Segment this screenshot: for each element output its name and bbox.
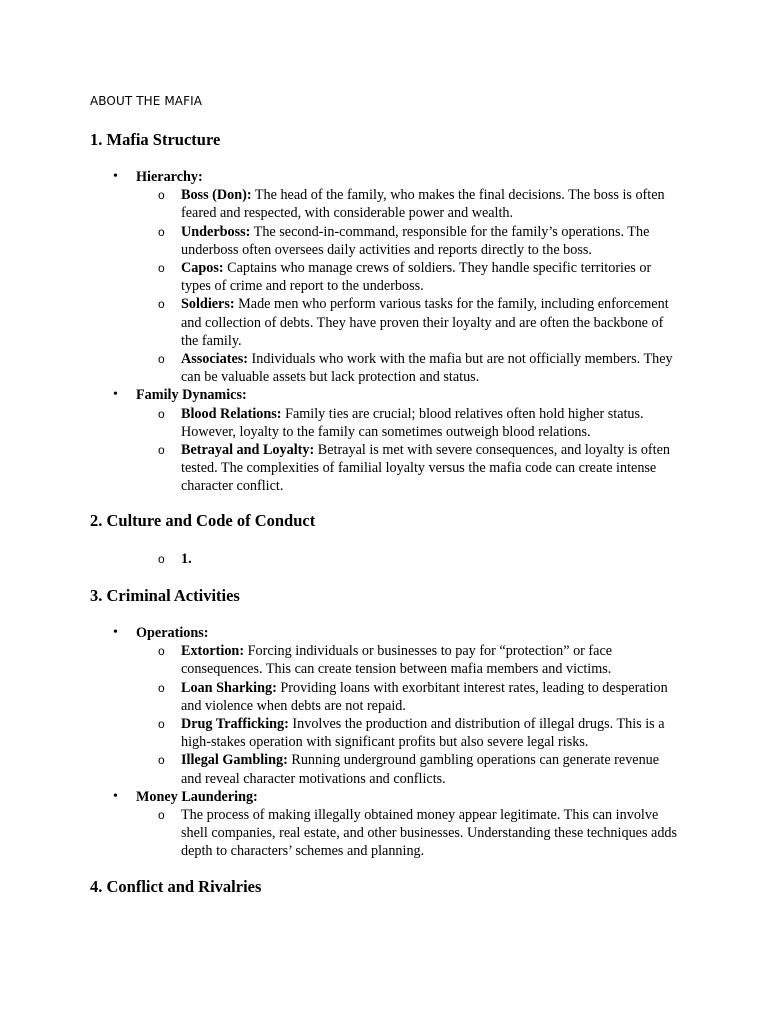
list-group-operations xyxy=(0,624,768,642)
item-term: 1. xyxy=(181,551,192,567)
item-text: Family ties are crucial; blood relatives often hold higher status. However, loyalty to the family can sometimes outweigh blood relations. xyxy=(181,405,644,440)
item-text: Made men who perform various tasks for the family, including enforcement and collection of debts. They have proven their loyalty and are often the backbone of the family. xyxy=(181,296,669,349)
sub-bullet: o xyxy=(158,552,165,566)
item-term: Boss (Don): xyxy=(181,187,252,204)
item-term: Associates: xyxy=(181,351,248,368)
bullet: • xyxy=(113,788,118,804)
section-list-criminal-activities xyxy=(0,624,768,861)
item-term: Loan Sharking: xyxy=(181,679,277,696)
section-heading-conflict-rivalries: 4. Conflict and Rivalries xyxy=(90,877,262,896)
sub-bullet: o xyxy=(158,717,165,732)
sub-bullet: o xyxy=(158,644,165,659)
item-term: Blood Relations: xyxy=(181,405,282,422)
item-term: Drug Trafficking: xyxy=(181,716,289,733)
sub-bullet: o xyxy=(158,188,165,203)
sub-bullet: o xyxy=(158,753,165,768)
item-text: Captains who manage crews of soldiers. They handle specific territories or types of crime and report to the underboss. xyxy=(181,260,652,295)
bullet: • xyxy=(113,169,118,184)
sub-bullet: o xyxy=(158,224,165,239)
list-item xyxy=(0,405,681,441)
list-item xyxy=(0,679,681,715)
item-term: Extortion: xyxy=(181,643,245,660)
item-text: The head of the family, who makes the final decisions. The boss is often feared and respected, with considerable power and wealth. xyxy=(181,187,665,222)
item-text: The process of making illegally obtained money appear legitimate. This can involve shell companies, real estate, and other businesses. Understanding these techniques adds depth to characters’ schemes and planning. xyxy=(181,807,678,860)
section-list-culture-code xyxy=(0,550,768,568)
sub-bullet: o xyxy=(158,808,165,823)
item-text: Betrayal is met with severe consequences, and loyalty is often tested. The complexities of familial loyalty versus the mafia code can create intense character conflict. xyxy=(181,442,670,495)
section-heading-mafia-structure: 1. Mafia Structure xyxy=(90,130,221,149)
item-text: The second-in-command, responsible for the family’s operations. The underboss often oversees daily activities and reports directly to the boss. xyxy=(181,223,650,258)
list-item xyxy=(0,642,681,678)
item-term: Capos: xyxy=(181,260,224,277)
item-term: Soldiers: xyxy=(181,296,235,313)
list-group-hierarchy xyxy=(0,168,768,186)
sub-bullet: o xyxy=(158,352,165,367)
sub-bullet: o xyxy=(158,297,165,312)
group-label: Family Dynamics: xyxy=(136,387,247,404)
sub-bullet: o xyxy=(158,443,165,458)
list-group-money-laundering xyxy=(0,788,768,806)
item-term: Underboss: xyxy=(181,223,251,240)
list-item xyxy=(0,715,681,751)
list-group-family-dynamics xyxy=(0,386,768,404)
item-term: Betrayal and Loyalty: xyxy=(181,442,315,459)
list-item xyxy=(0,441,681,496)
list-item xyxy=(0,186,681,222)
item-term: Illegal Gambling: xyxy=(181,752,288,769)
sub-bullet: o xyxy=(158,680,165,695)
section-list-mafia-structure xyxy=(0,168,768,496)
group-label: Money Laundering: xyxy=(136,788,258,805)
section-heading-culture-code: 2. Culture and Code of Conduct xyxy=(90,511,316,530)
item-text: Involves the production and distribution of illegal drugs. This is a high-stakes operation with significant profits but also severe legal risks. xyxy=(181,716,665,751)
group-label: Hierarchy: xyxy=(136,169,203,185)
item-text: Individuals who work with the mafia but are not officially members. They can be valuable assets but lack protection and status. xyxy=(181,351,673,386)
list-item xyxy=(0,350,681,386)
group-label: Operations: xyxy=(136,625,209,641)
list-item xyxy=(0,751,681,787)
document-title: ABOUT THE MAFIA xyxy=(90,94,203,108)
list-item xyxy=(0,223,681,259)
list-item xyxy=(0,295,681,350)
bullet: • xyxy=(113,625,118,640)
sub-bullet: o xyxy=(158,261,165,276)
item-text: Providing loans with exorbitant interest rates, leading to desperation and violence when debts are not repaid. xyxy=(181,679,668,714)
item-text: Forcing individuals or businesses to pay for “protection” or face consequences. This can create tension between mafia members and victims. xyxy=(181,643,613,678)
list-item xyxy=(0,550,681,568)
item-text: Running underground gambling operations can generate revenue and reveal character motivations and conflicts. xyxy=(181,752,660,787)
bullet: • xyxy=(113,387,118,403)
sub-bullet: o xyxy=(158,406,165,421)
section-heading-criminal-activities: 3. Criminal Activities xyxy=(90,586,240,605)
list-item xyxy=(0,806,681,861)
list-item xyxy=(0,259,681,295)
